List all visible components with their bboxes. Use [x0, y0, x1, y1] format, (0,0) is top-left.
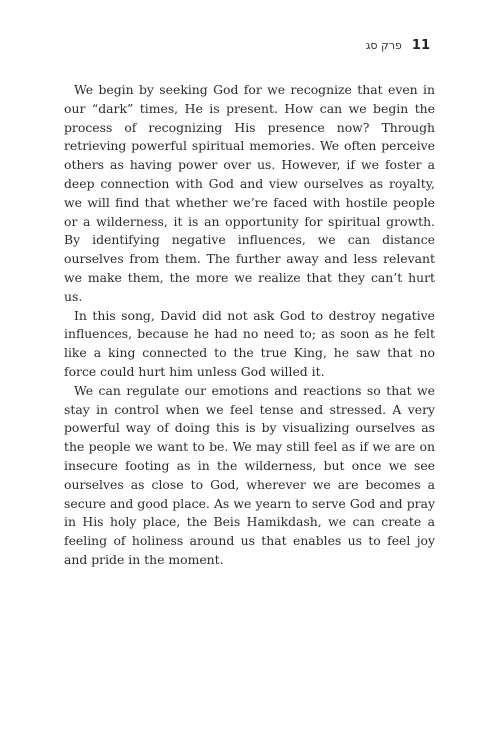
chapter-label: פרק סג — [365, 39, 402, 52]
page-number: 11 — [411, 38, 430, 53]
paragraph-3: We can regulate our emotions and reactions so that we stay in control when we feel tense and stressed. A very powerful way of doing this is by visualizing ourselves as the people we want to be. We may still feel as if we are on insecure footing as in the wilderness, but once we see ourselves as close to God, wherever we are becomes a secure and good place. As we yearn to serve God and pray in His holy place, the Beis Hamikdash, we can create a feeling of holiness around us that enables us to feel joy and pride in the moment. — [64, 382, 435, 567]
body-text — [64, 81, 435, 570]
running-head — [366, 38, 430, 53]
paragraph-1: We begin by seeking God for we recognize that even in our “dark” times, He is present. How can we begin the process of recognizing His presence now? Through retrieving powerful spiritual memories. We often perceive others as having power over us. However, if we foster a deep connection with God and view ourselves as royalty, we will find that whether we’re faced with hostile people or a wilderness, it is an opportunity for spiritual growth. By identifying negative influences, we can distance ourselves from them. The further away and less relevant we make them, the more we realize that they can’t hurt us. — [64, 82, 435, 304]
paragraph-2: In this song, David did not ask God to destroy negative influences, because he had no need to; as soon as he felt like a king connected to the true King, he saw that no force could hurt him unless God willed it. — [64, 307, 435, 379]
